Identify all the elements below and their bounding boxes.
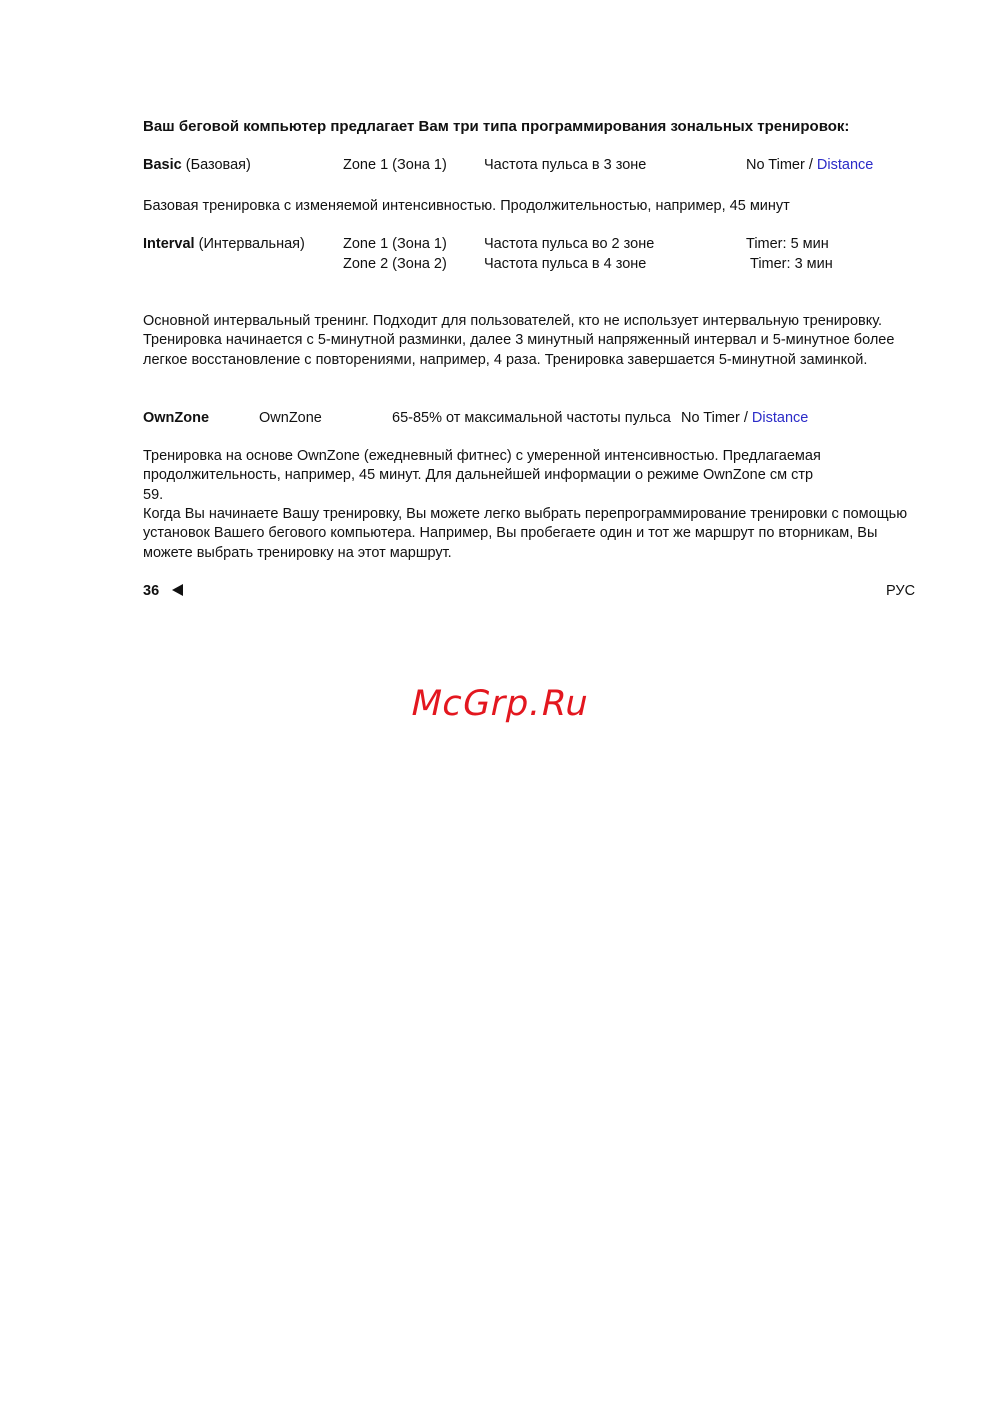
page-number: 36 <box>143 583 160 599</box>
interval-name-ru: (Интервальная) <box>198 236 305 252</box>
ownzone-timer-text: No Timer <box>681 410 740 426</box>
basic-timer <box>746 156 873 175</box>
basic-description: Базовая тренировка с изменяемой интенсивностью. Продолжительностью, например, 45 минут <box>143 198 790 214</box>
ownzone-timer <box>681 409 808 428</box>
closing-paragraph: Когда Вы начинаете Вашу тренировку, Вы можете легко выбрать перепрограммирование тренировки с помощью установок Вашего бегового компьютера. Например, Вы пробегаете один и тот же маршрут по вторникам, Вы можете выбрать тренировку на этот маршрут. <box>143 506 908 561</box>
watermark: McGrp.Ru <box>407 684 593 724</box>
interval-zone-1: Zone 1 (Зона 1) <box>343 236 447 252</box>
basic-label <box>143 156 251 175</box>
basic-timer-text: No Timer <box>746 157 805 173</box>
basic-distance: Distance <box>816 157 874 173</box>
interval-heart-rate-2: Частота пульса в 4 зоне <box>484 256 647 272</box>
ownzone-distance: Distance <box>751 410 809 426</box>
interval-label <box>143 235 305 254</box>
ownzone-separator: / <box>743 410 748 426</box>
interval-zone-2: Zone 2 (Зона 2) <box>343 256 447 272</box>
basic-name-ru: (Базовая) <box>185 157 251 173</box>
interval-name: Interval <box>143 236 195 252</box>
interval-timer-1: Timer: 5 мин <box>746 236 829 252</box>
section-heading: Ваш беговой компьютер предлагает Вам три типа программирования зональных тренировок: <box>143 118 850 135</box>
interval-description: Основной интервальный тренинг. Подходит для пользователей, кто не использует интервальную тренировку. Тренировка начинается с 5-минутной разминки, далее 3 минутный напряженный интервал и 5-минутное более легкое восстановление с повторениями, например, 4 раза. Тренировка завершается 5-минутной заминкой. <box>143 313 895 368</box>
interval-timer-2: Timer: 3 мин <box>750 256 833 272</box>
language-label: РУС <box>886 583 916 599</box>
ownzone-heart-rate: 65-85% от максимальной частоты пульса <box>392 410 671 426</box>
basic-separator: / <box>808 157 813 173</box>
basic-zone: Zone 1 (Зона 1) <box>343 157 447 173</box>
ownzone-name: OwnZone <box>143 410 210 426</box>
ownzone-description: Тренировка на основе OwnZone (ежедневный фитнес) с умеренной интенсивностью. Предлагаемая продолжительность, например, 45 минут. Для дальнейшей информации о режиме OwnZone см стр 59. <box>143 448 821 503</box>
left-triangle-icon <box>172 582 183 601</box>
basic-name: Basic <box>143 157 182 173</box>
basic-heart-rate: Частота пульса в 3 зоне <box>484 157 647 173</box>
interval-heart-rate-1: Частота пульса во 2 зоне <box>484 236 655 252</box>
ownzone-zone: OwnZone <box>259 410 322 426</box>
